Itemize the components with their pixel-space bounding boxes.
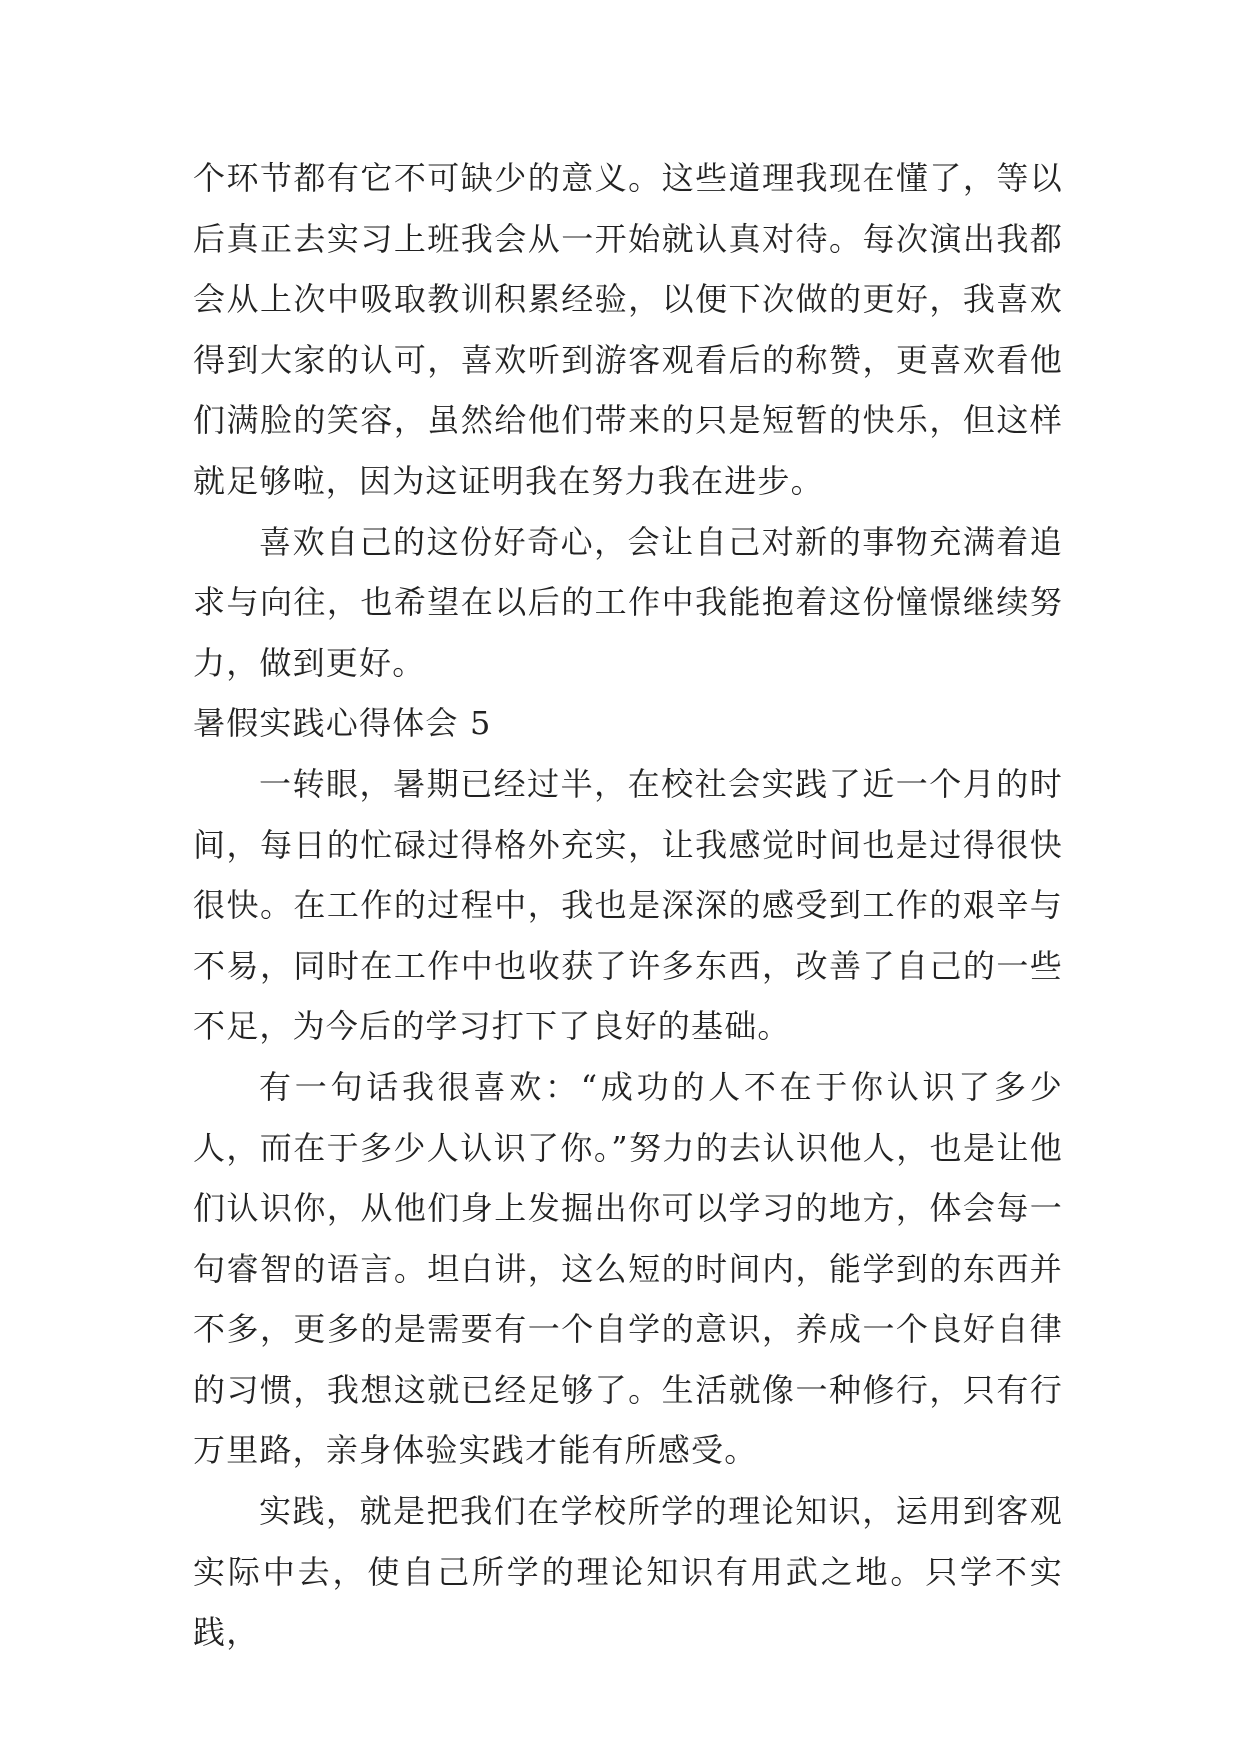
document-body <box>193 148 1063 1663</box>
section-heading: 暑假实践心得体会 5 <box>193 704 492 743</box>
paragraph-5: 实践，就是把我们在学校所学的理论知识，运用到客观实际中去，使自己所学的理论知识有用武之地。只学不实践， <box>193 1492 1063 1652</box>
paragraph-2: 喜欢自己的这份好奇心，会让自己对新的事物充满着追求与向往，也希望在以后的工作中我能抱着这份憧憬继续努力，做到更好。 <box>193 522 1063 682</box>
paragraph-4: 有一句话我很喜欢：“成功的人不在于你认识了多少人，而在于多少人认识了你。”努力的去认识他人，也是让他们认识你，从他们身上发掘出你可以学习的地方，体会每一句睿智的语言。坦白讲，这么短的时间内，能学到的东西并不多，更多的是需要有一个自学的意识，养成一个良好自律的习惯，我想这就已经足够了。生活就像一种修行，只有行万里路，亲身体验实践才能有所感受。 <box>193 1067 1063 1470</box>
paragraph-1: 个环节都有它不可缺少的意义。这些道理我现在懂了，等以后真正去实习上班我会从一开始就认真对待。每次演出我都会从上次中吸取教训积累经验，以便下次做的更好，我喜欢得到大家的认可，喜欢听到游客观看后的称赞，更喜欢看他们满脸的笑容，虽然给他们带来的只是短暂的快乐，但这样就足够啦，因为这证明我在努力我在进步。 <box>193 159 1063 500</box>
paragraph-3: 一转眼，暑期已经过半，在校社会实践了近一个月的时间，每日的忙碌过得格外充实，让我感觉时间也是过得很快很快。在工作的过程中，我也是深深的感受到工作的艰辛与不易，同时在工作中也收获了许多东西，改善了自己的一些不足，为今后的学习打下了良好的基础。 <box>193 764 1063 1046</box>
